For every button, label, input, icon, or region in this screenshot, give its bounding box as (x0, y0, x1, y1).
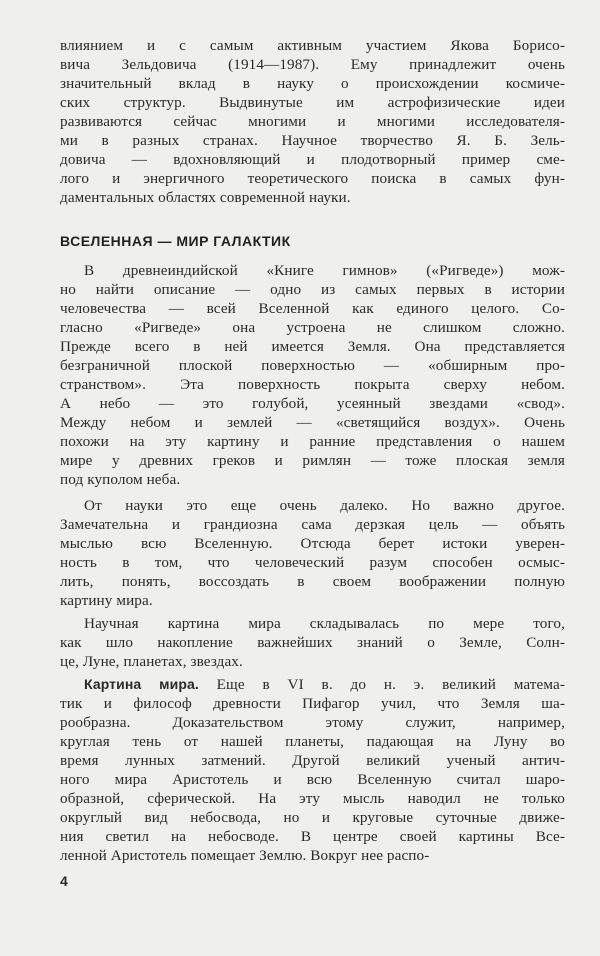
text-line: ми в разных странах. Научное творчество Я. Б. Зель- (60, 132, 565, 149)
run-in-heading: Картина мира. (84, 676, 199, 692)
section-heading: ВСЕЛЕННАЯ — МИР ГАЛАКТИК (60, 233, 291, 249)
text-line: под куполом неба. (60, 471, 181, 488)
text-line: странством». Эта поверхность покрыта сверху небом. (60, 376, 565, 393)
text-line: человечества — всей Вселенной как единого целого. Со- (60, 300, 565, 317)
text-line: це, Луне, планетах, звездах. (60, 653, 243, 670)
text-line: ния светил на небосводе. В центре своей картины Все- (60, 828, 565, 845)
text-line: Научная картина мира складывалась по мере того, (84, 615, 565, 632)
text-line: лить, понять, воссоздать в своем воображении полную (60, 573, 565, 590)
text-line: ность в том, что человеческий разум способен осмыс- (60, 554, 565, 571)
text-line: тик и философ древности Пифагор учил, что Земля ша- (60, 695, 565, 712)
text-line: лого и энергичного теоретического поиска в самых фун- (60, 170, 565, 187)
text-line: гласно «Ригведе» она устроена не слишком сложно. (60, 319, 565, 336)
text-line: ленной Аристотель помещает Землю. Вокруг нее распо- (60, 847, 430, 864)
paragraph-rigveda (60, 261, 565, 489)
paragraph-science-goal (60, 496, 565, 610)
text-line (60, 675, 565, 694)
page-number: 4 (60, 873, 68, 889)
text-line: Замечательна и грандиозна сама дерзкая цель — объять (60, 516, 565, 533)
text-line: Прежде всего в ней имеется Земля. Она представляется (60, 338, 565, 355)
text-line-content: Еще в VI в. до н. э. великий матема- (198, 676, 565, 693)
text-line: вича Зельдовича (1914—1987). Ему принадлежит очень (60, 56, 565, 73)
paragraph-world-picture (60, 675, 565, 865)
text-line: круглая тень от нашей планеты, падающая на Луну во (60, 733, 565, 750)
paragraph-scientific-picture (60, 614, 565, 671)
text-line: влиянием и с самым активным участием Якова Борисо- (60, 37, 565, 54)
text-line: мире у древних греков и римлян — тоже плоская земля (60, 452, 565, 469)
text-line: Между небом и землей — «светящийся воздух». Очень (60, 414, 565, 431)
text-line: значительный вклад в науку о происхождении космиче- (60, 75, 565, 92)
text-line: От науки это еще очень далеко. Но важно другое. (84, 497, 565, 514)
text-line: время лунных затмений. Другой великий ученый антич- (60, 752, 565, 769)
text-line: рообразна. Доказательством этому служит, например, (60, 714, 565, 731)
text-line: картину мира. (60, 592, 153, 609)
text-line: похожи на эту картину и ранние представления о нашем (60, 433, 565, 450)
text-line: округлый вид небосвода, но и круговые суточные движе- (60, 809, 565, 826)
text-line: но найти описание — одно из самых первых в истории (60, 281, 565, 298)
text-line: мыслью всю Вселенную. Отсюда берет истоки уверен- (60, 535, 565, 552)
text-line: ного мира Аристотель и всю Вселенную считал шаро- (60, 771, 565, 788)
text-line: образной, сферической. На эту мысль наводил не только (60, 790, 565, 807)
text-line: безграничной плоской поверхностью — «обширным про- (60, 357, 565, 374)
text-line: даментальных областях современной науки. (60, 189, 351, 206)
paragraph-intro (60, 36, 565, 207)
text-line: А небо — это голубой, усеянный звездами «свод». (60, 395, 565, 412)
text-line: как шло накопление важнейших знаний о Земле, Солн- (60, 634, 565, 651)
text-line: развиваются сейчас многими и многими исследователя- (60, 113, 565, 130)
text-line: ских структур. Выдвинутые им астрофизические идеи (60, 94, 565, 111)
text-line: В древнеиндийской «Книге гимнов» («Ригведе») мож- (84, 262, 565, 279)
text-line: довича — вдохновляющий и плодотворный пример сме- (60, 151, 565, 168)
